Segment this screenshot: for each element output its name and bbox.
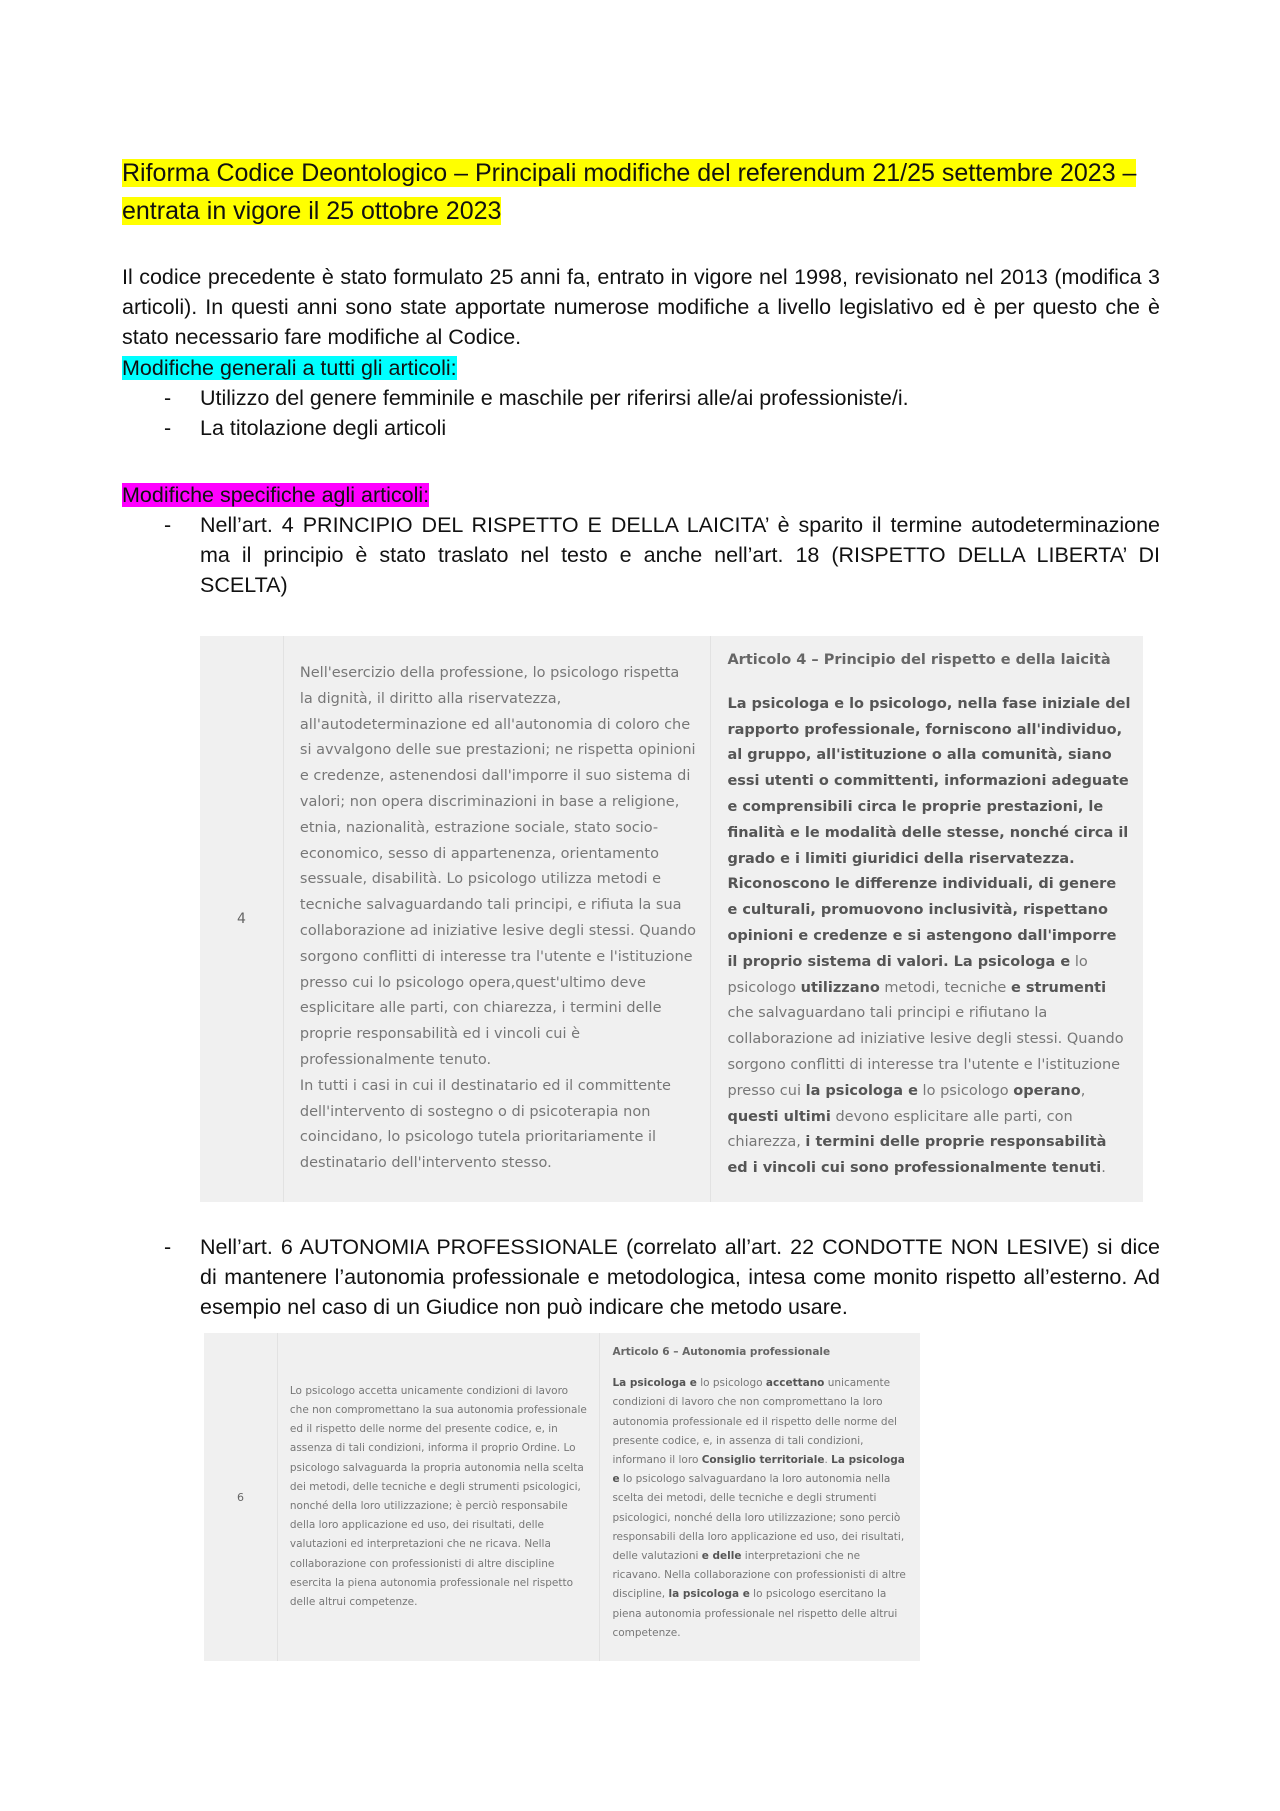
bold-text-segment: e delle bbox=[701, 1550, 742, 1563]
text-segment: lo psicologo bbox=[727, 953, 1088, 996]
dash-marker: - bbox=[164, 416, 172, 440]
text-segment: metodi, tecniche bbox=[879, 979, 1011, 996]
text-segment: lo psicologo bbox=[696, 1377, 766, 1390]
bold-text-segment: La psicologa e bbox=[612, 1377, 697, 1390]
specific-changes-heading: Modifiche specifiche agli articoli: bbox=[122, 483, 430, 507]
new-article-text bbox=[600, 1333, 920, 1661]
bold-text-segment: La psicologa e bbox=[612, 1454, 905, 1486]
text-segment: lo psicologo esercitano la piena autonomia professionale nel rispetto delle altrui competenze. bbox=[612, 1588, 898, 1639]
text-segment: . bbox=[824, 1454, 832, 1467]
general-changes-list bbox=[122, 383, 1160, 443]
bold-text-segment: e strumenti bbox=[1010, 979, 1107, 996]
new-article-body bbox=[727, 692, 1131, 1182]
article-number: 6 bbox=[204, 1333, 278, 1661]
bold-text-segment: operano bbox=[1013, 1082, 1081, 1099]
dash-marker: - bbox=[164, 1235, 172, 1259]
bold-text-segment: Consiglio territoriale bbox=[701, 1454, 825, 1467]
text-segment: lo psicologo bbox=[917, 1082, 1014, 1099]
text-segment: unicamente condizioni di lavoro che non compromettano la loro autonomia professionale ed il rispetto delle norme del presente codice, e, in assenza di tali condizioni, informano il loro bbox=[612, 1377, 897, 1467]
text-segment: interpretazioni che ne ricavano. Nella collaborazione con professionisti di altre discipline, bbox=[612, 1550, 906, 1601]
old-article-text: Nell'esercizio della professione, lo psicologo rispetta la dignità, il diritto alla riservatezza, all'autodeterminazione ed all'autonomia di coloro che si avvalgono delle sue prestazioni; ne rispetta opinioni e credenze, astenendosi dall'imporre il suo sistema di valori; non opera discriminazioni in base a religione, etnia, nazionalità, estrazione sociale, stato socio-economico, sesso di appartenenza, orientamento sessuale, disabilità. Lo psicologo utilizza metodi e tecniche salvaguardando tali principi, e rifiuta la sua collaborazione ad iniziative lesive degli stessi. Quando sorgono conflitti di interesse tra l'utente e l'istituzione presso cui lo psicologo opera,quest'ultimo deve esplicitare alle parti, con chiarezza, i termini delle proprie responsabilità ed i vincoli cui è professionalmente tenuto. In tutti i casi in cui il destinatario ed il committente dell'intervento di sostegno o di psicoterapia non coincidano, lo psicologo tutela prioritariamente il destinatario dell'intervento stesso. bbox=[284, 636, 712, 1202]
specific-changes-list-2 bbox=[122, 1232, 1160, 1322]
specific-changes-list-1 bbox=[122, 510, 1160, 600]
text-segment: , bbox=[1080, 1082, 1086, 1099]
new-article-title: Articolo 4 – Principio del rispetto e della laicità bbox=[727, 652, 1111, 668]
text-segment: che salvaguardano tali principi e rifiutano la collaborazione ad iniziative lesive degli stessi. Quando sorgono conflitti di interesse tra l'utente e l'istituzione presso cui bbox=[727, 1005, 1124, 1099]
list-item: - Utilizzo del genere femminile e maschile per riferirsi alle/ai professioniste/i. bbox=[122, 383, 1160, 413]
text-segment: devono esplicitare alle parti, con chiarezza, bbox=[727, 1108, 1073, 1151]
list-item: - Nell’art. 6 AUTONOMIA PROFESSIONALE (correlato all’art. 22 CONDOTTE NON LESIVE) si dice di mantenere l’autonomia professionale e metodologica, intesa come monito rispetto all’esterno. Ad esempio nel caso di un Giudice non può indicare che metodo usare. bbox=[122, 1232, 1160, 1322]
bold-text-segment: accettano bbox=[765, 1377, 825, 1390]
bold-text-segment: la psicologa e bbox=[805, 1082, 918, 1099]
bold-text-segment: La psicologa e lo psicologo, nella fase iniziale del rapporto professionale, forniscono all'individuo, al gruppo, all'istituzione o alla comunità, siano essi utenti o committenti, informazioni adeguate e comprensibili circa le proprie prestazioni, le finalità e le modalità delle stesse, nonché circa il grado e i limiti giuridici della riservatezza. Riconoscono le differenze individuali, di genere e culturali, promuovono inclusività, rispettano opinioni e credenze e si astengono dall'imporre il proprio sistema di valori. La psicologa e bbox=[727, 695, 1131, 970]
document-title: Riforma Codice Deontologico – Principali modifiche del referendum 21/25 settembre 2023 – entrata in vigore il 25 ottobre 2023 bbox=[122, 159, 1137, 225]
bold-text-segment: la psicologa e bbox=[668, 1588, 750, 1601]
new-article-text bbox=[711, 636, 1143, 1202]
old-article-text: Lo psicologo accetta unicamente condizioni di lavoro che non compromettano la sua autonomia professionale ed il rispetto delle norme del presente codice, e, in assenza di tali condizioni, informa il proprio Ordine. Lo psicologo salvaguarda la propria autonomia nella scelta dei metodi, delle tecniche e degli strumenti psicologici, nonché della loro utilizzazione; è perciò responsabile della loro applicazione ed uso, dei risultati, delle valutazioni ed interpretazioni che ne ricava. Nella collaborazione con professionisti di altre discipline esercita la piena autonomia professionale nel rispetto delle altrui competenze. bbox=[278, 1333, 601, 1661]
bold-text-segment: utilizzano bbox=[800, 979, 880, 996]
text-segment: lo psicologo salvaguardano la loro autonomia nella scelta dei metodi, delle tecniche e degli strumenti psicologici, nonché della loro utilizzazione; sono perciò responsabili della loro applicazione ed uso, dei risultati, delle valutazioni bbox=[612, 1473, 905, 1563]
new-article-body bbox=[612, 1374, 910, 1643]
list-item: - La titolazione degli articoli bbox=[122, 413, 1160, 443]
article-4-comparison-image bbox=[200, 636, 1143, 1202]
bold-text-segment: questi ultimi bbox=[727, 1108, 831, 1125]
general-changes-heading: Modifiche generali a tutti gli articoli: bbox=[122, 356, 457, 380]
text-segment: . bbox=[1101, 1160, 1106, 1177]
article-number: 4 bbox=[200, 636, 284, 1202]
dash-marker: - bbox=[164, 386, 172, 410]
new-article-title: Articolo 6 – Autonomia professionale bbox=[612, 1346, 831, 1358]
bold-text-segment: i termini delle proprie responsabilità ed i vincoli cui sono professionalmente tenuti bbox=[727, 1134, 1107, 1177]
dash-marker: - bbox=[164, 513, 172, 537]
article-6-comparison-image bbox=[204, 1333, 920, 1661]
intro-paragraph: Il codice precedente è stato formulato 25 anni fa, entrato in vigore nel 1998, revisionato nel 2013 (modifica 3 articoli). In questi anni sono state apportate numerose modifiche a livello legislativo ed è per questo che è stato necessario fare modifiche al Codice. bbox=[122, 265, 1160, 349]
list-item: - Nell’art. 4 PRINCIPIO DEL RISPETTO E DELLA LAICITA’ è sparito il termine autodeterminazione ma il principio è stato traslato nel testo e anche nell’art. 18 (RISPETTO DELLA LIBERTA’ DI SCELTA) bbox=[122, 510, 1160, 600]
